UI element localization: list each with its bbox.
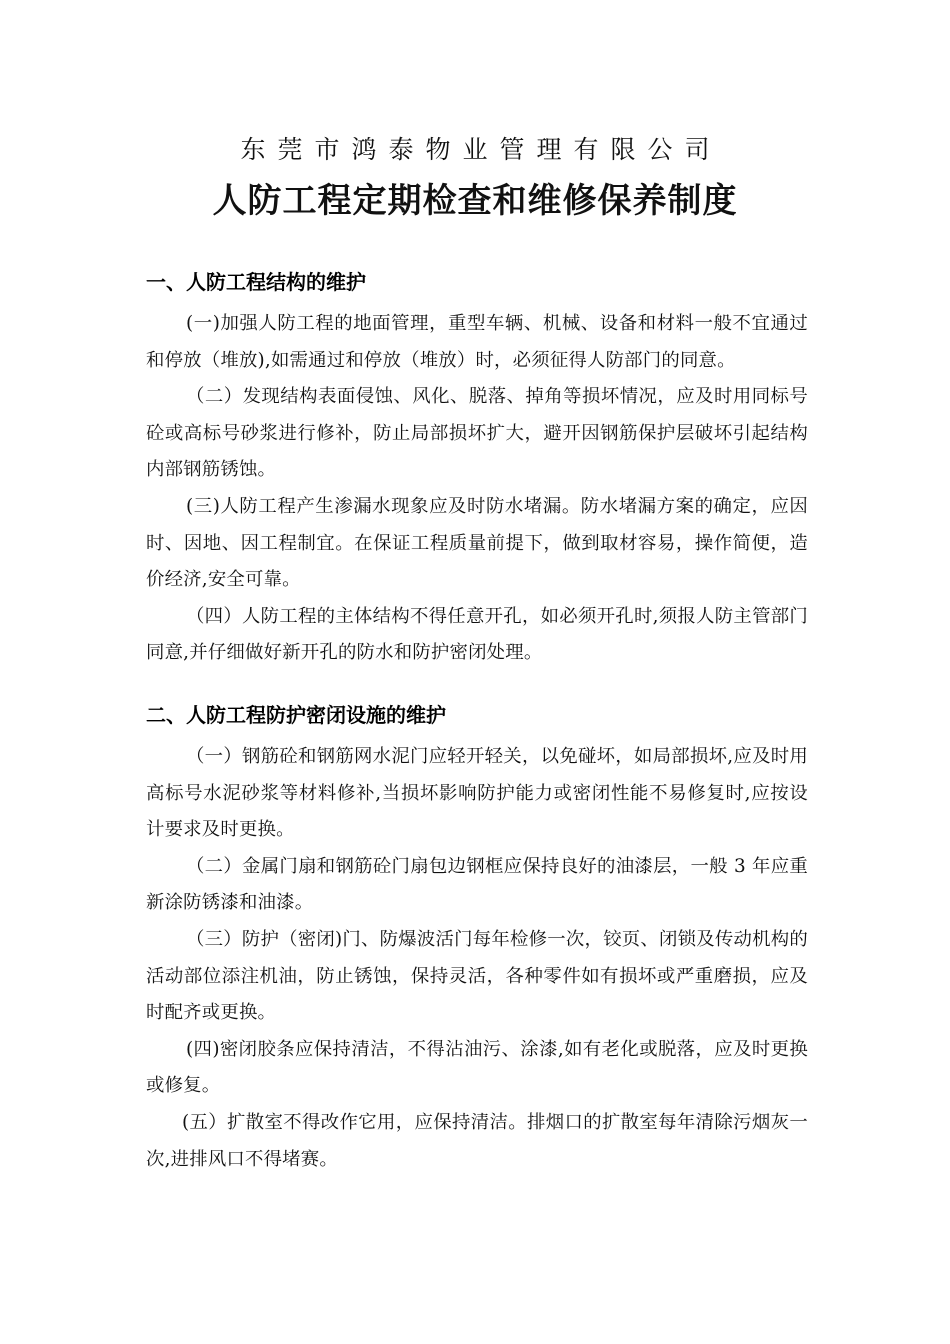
paragraph: （二）金属门扇和钢筋砼门扇包边钢框应保持良好的油漆层，一般 3 年应重新涂防锈漆和油漆。 [146,855,808,914]
paragraph: (一)加强人防工程的地面管理，重型车辆、机械、设备和材料一般不宜通过和停放（堆放),如需通过和停放（堆放）时，必须征得人防部门的同意。 [146,313,808,371]
section-sealing-facilities-maintenance [146,701,808,1178]
paragraph: （一）钢筋砼和钢筋网水泥门应轻开轻关，以免碰坏，如局部损坏,应及时用高标号水泥砂浆等材料修补,当损坏影响防护能力或密闭性能不易修复时,应按设计要求及时更换。 [146,746,808,841]
section-heading: 二、人防工程防护密闭设施的维护 [146,703,446,727]
paragraph: （三）防护（密闭)门、防爆波活门每年检修一次，铰页、闭锁及传动机构的活动部位添注机油，防止锈蚀，保持灵活，各种零件如有损坏或严重磨损，应及时配齐或更换。 [146,928,808,1024]
document-title: 人防工程定期检查和维修保养制度 [212,181,738,221]
company-name: 东莞市鸿泰物业管理有限公司 [240,135,722,164]
paragraph: (五）扩散室不得改作它用，应保持清洁。排烟口的扩散室每年清除污烟灰一次,进排风口不得堵赛。 [146,1111,808,1170]
paragraph: （二）发现结构表面侵蚀、风化、脱落、掉角等损坏情况，应及时用同标号砼或高标号砂浆进行修补，防止局部损坏扩大，避开因钢筋保护层破坏引起结构内部钢筋锈蚀。 [146,386,808,481]
section-heading: 一、人防工程结构的维护 [146,270,366,294]
section-structure-maintenance [146,268,808,672]
paragraph: (四)密闭胶条应保持清洁，不得沾油污、涂漆,如有老化或脱落，应及时更换或修复。 [146,1038,808,1097]
paragraph: (三)人防工程产生渗漏水现象应及时防水堵漏。防水堵漏方案的确定，应因时、因地、因工程制宜。在保证工程质量前提下，做到取材容易，操作简便，造价经济,安全可靠。 [146,495,808,591]
paragraph: （四）人防工程的主体结构不得任意开孔，如必须开孔时,须报人防主管部门同意,并仔细做好新开孔的防水和防护密闭处理。 [146,605,808,664]
